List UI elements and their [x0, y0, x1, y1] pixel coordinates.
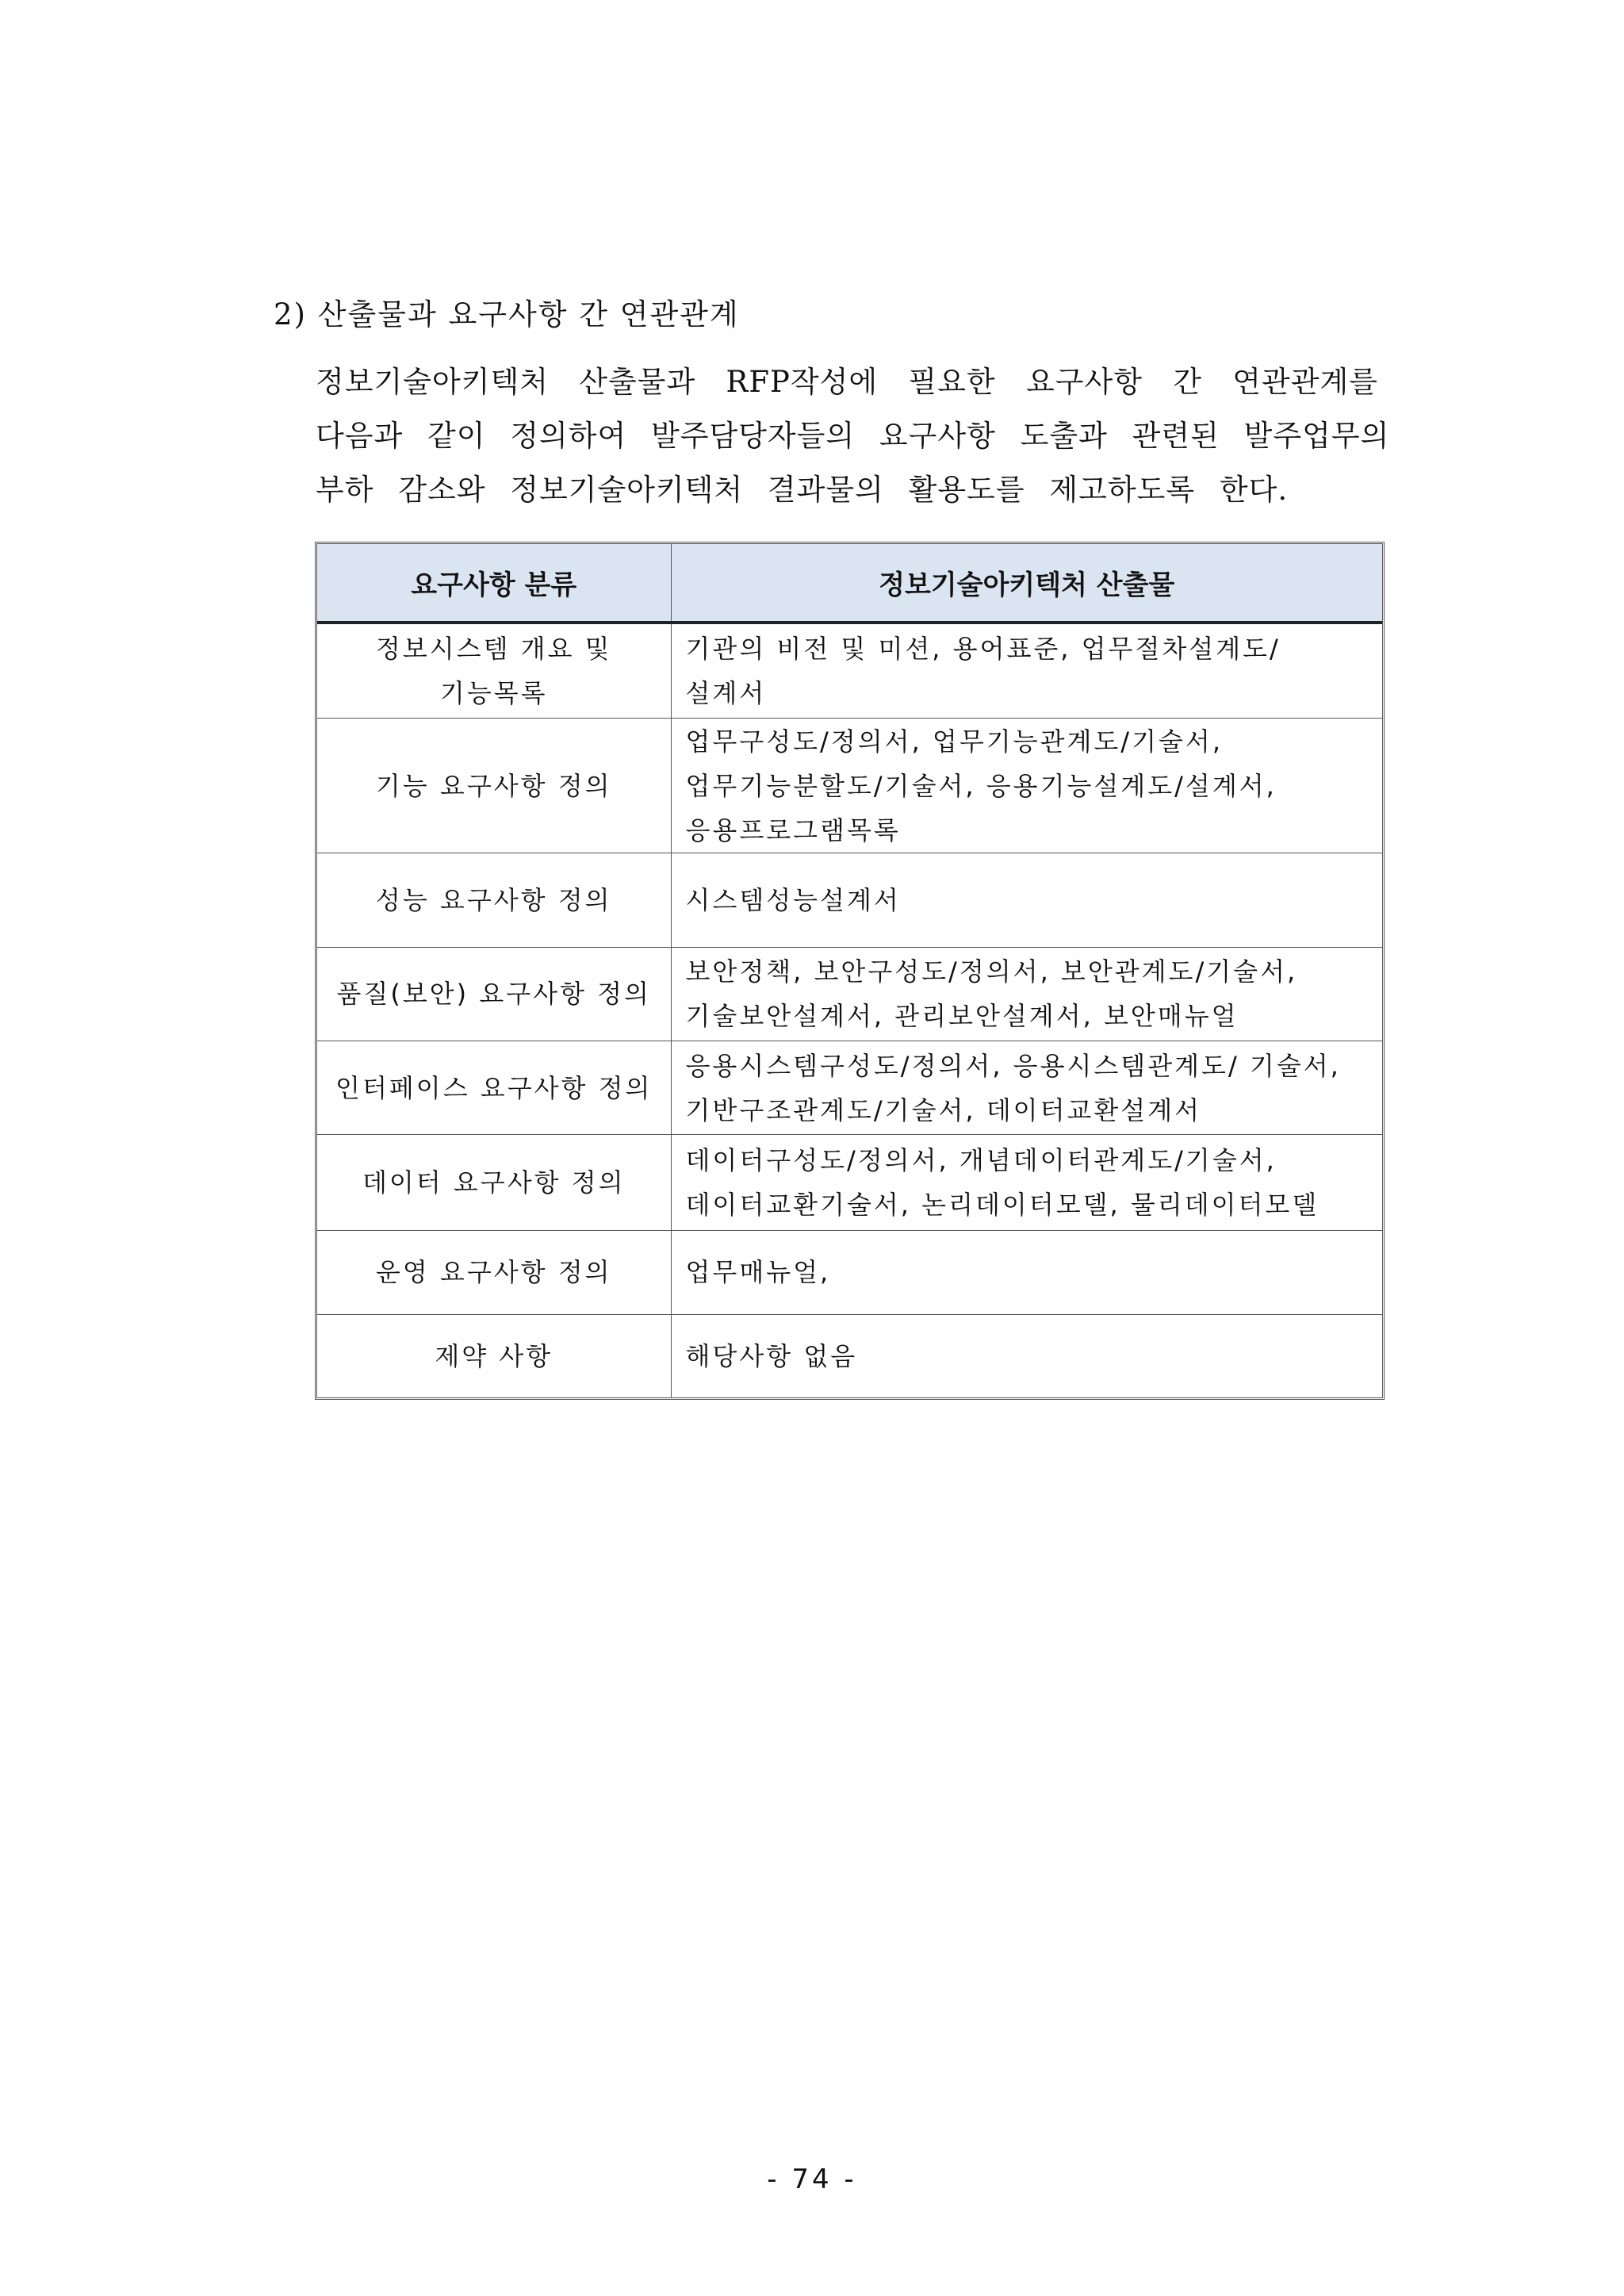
architecture-output-cell — [671, 718, 1382, 853]
output-line: 기술보안설계서, 관리보안설계서, 보안매뉴얼 — [685, 1001, 1239, 1032]
output-line: 보안정책, 보안구성도/정의서, 보안관계도/기술서, — [685, 956, 1298, 987]
output-line: 응용프로그램목록 — [685, 815, 901, 845]
requirements-output-table — [317, 544, 1382, 1397]
output-line: 데이터교환기술서, 논리데이터모델, 물리데이터모델 — [685, 1190, 1320, 1221]
category-line: 정보시스템 개요 및 — [375, 633, 612, 664]
requirements-table-frame — [315, 542, 1385, 1400]
requirement-category-cell — [317, 1315, 671, 1397]
requirement-category-cell — [317, 1041, 671, 1135]
table-header-row — [317, 544, 1382, 623]
output-line: 데이터구성도/정의서, 개념데이터관계도/기술서, — [685, 1145, 1277, 1176]
architecture-output-cell — [671, 623, 1382, 718]
table-body — [317, 623, 1382, 1397]
section-heading: 2) 산출물과 요구사항 간 연관관계 — [274, 297, 740, 332]
requirement-category-cell — [317, 853, 671, 947]
paragraph-line: 부하 감소와 정보기술아키텍처 결과물의 활용도를 제고하도록 한다. — [316, 473, 1289, 507]
table-row — [317, 947, 1382, 1041]
output-line: 응용시스템구성도/정의서, 응용시스템관계도/ 기술서, — [685, 1050, 1341, 1081]
requirement-category-cell — [317, 718, 671, 853]
category-line: 인터페이스 요구사항 정의 — [335, 1072, 653, 1103]
architecture-output-cell — [671, 1135, 1382, 1230]
category-line: 품질(보안) 요구사항 정의 — [336, 979, 651, 1010]
table-row — [317, 718, 1382, 853]
category-line: 데이터 요구사항 정의 — [362, 1167, 626, 1198]
header-requirement-category: 요구사항 분류 — [317, 544, 671, 623]
output-line: 기관의 비전 및 미션, 용어표준, 업무절차설계도/ — [685, 633, 1281, 664]
table-row — [317, 1135, 1382, 1230]
requirement-category-cell — [317, 1135, 671, 1230]
category-line: 성능 요구사항 정의 — [375, 885, 612, 916]
architecture-output-cell — [671, 1041, 1382, 1135]
table-row — [317, 853, 1382, 947]
paragraph-line: 다음과 같이 정의하여 발주담당자들의 요구사항 도출과 관련된 발주업무의 — [316, 419, 1390, 453]
requirement-category-cell — [317, 947, 671, 1041]
output-line: 업무기능분할도/기술서, 응용기능설계도/설계서, — [685, 770, 1277, 801]
output-line: 해당사항 없음 — [685, 1341, 858, 1372]
architecture-output-cell — [671, 853, 1382, 947]
output-line: 시스템성능설계서 — [685, 885, 901, 916]
architecture-output-cell — [671, 1315, 1382, 1397]
category-line: 기능목록 — [439, 677, 548, 708]
category-line: 기능 요구사항 정의 — [375, 770, 612, 801]
output-line: 업무구성도/정의서, 업무기능관계도/기술서, — [685, 726, 1223, 757]
header-architecture-outputs: 정보기술아키텍처 산출물 — [671, 544, 1382, 623]
paragraph-line: 정보기술아키텍처 산출물과 RFP작성에 필요한 요구사항 간 연관관계를 — [316, 365, 1378, 399]
architecture-output-cell — [671, 1230, 1382, 1314]
category-line: 운영 요구사항 정의 — [375, 1257, 612, 1288]
table-row — [317, 623, 1382, 718]
architecture-output-cell — [671, 947, 1382, 1041]
output-line: 기반구조관계도/기술서, 데이터교환설계서 — [685, 1094, 1202, 1125]
category-line: 제약 사항 — [435, 1341, 553, 1372]
intro-paragraph — [316, 355, 1390, 517]
table-row — [317, 1315, 1382, 1397]
requirement-category-cell — [317, 1230, 671, 1314]
output-line: 설계서 — [685, 677, 767, 708]
table-row — [317, 1230, 1382, 1314]
requirement-category-cell — [317, 623, 671, 718]
output-line: 업무매뉴얼, — [685, 1257, 831, 1288]
page-number: - 74 - — [767, 2164, 857, 2195]
table-row — [317, 1041, 1382, 1135]
